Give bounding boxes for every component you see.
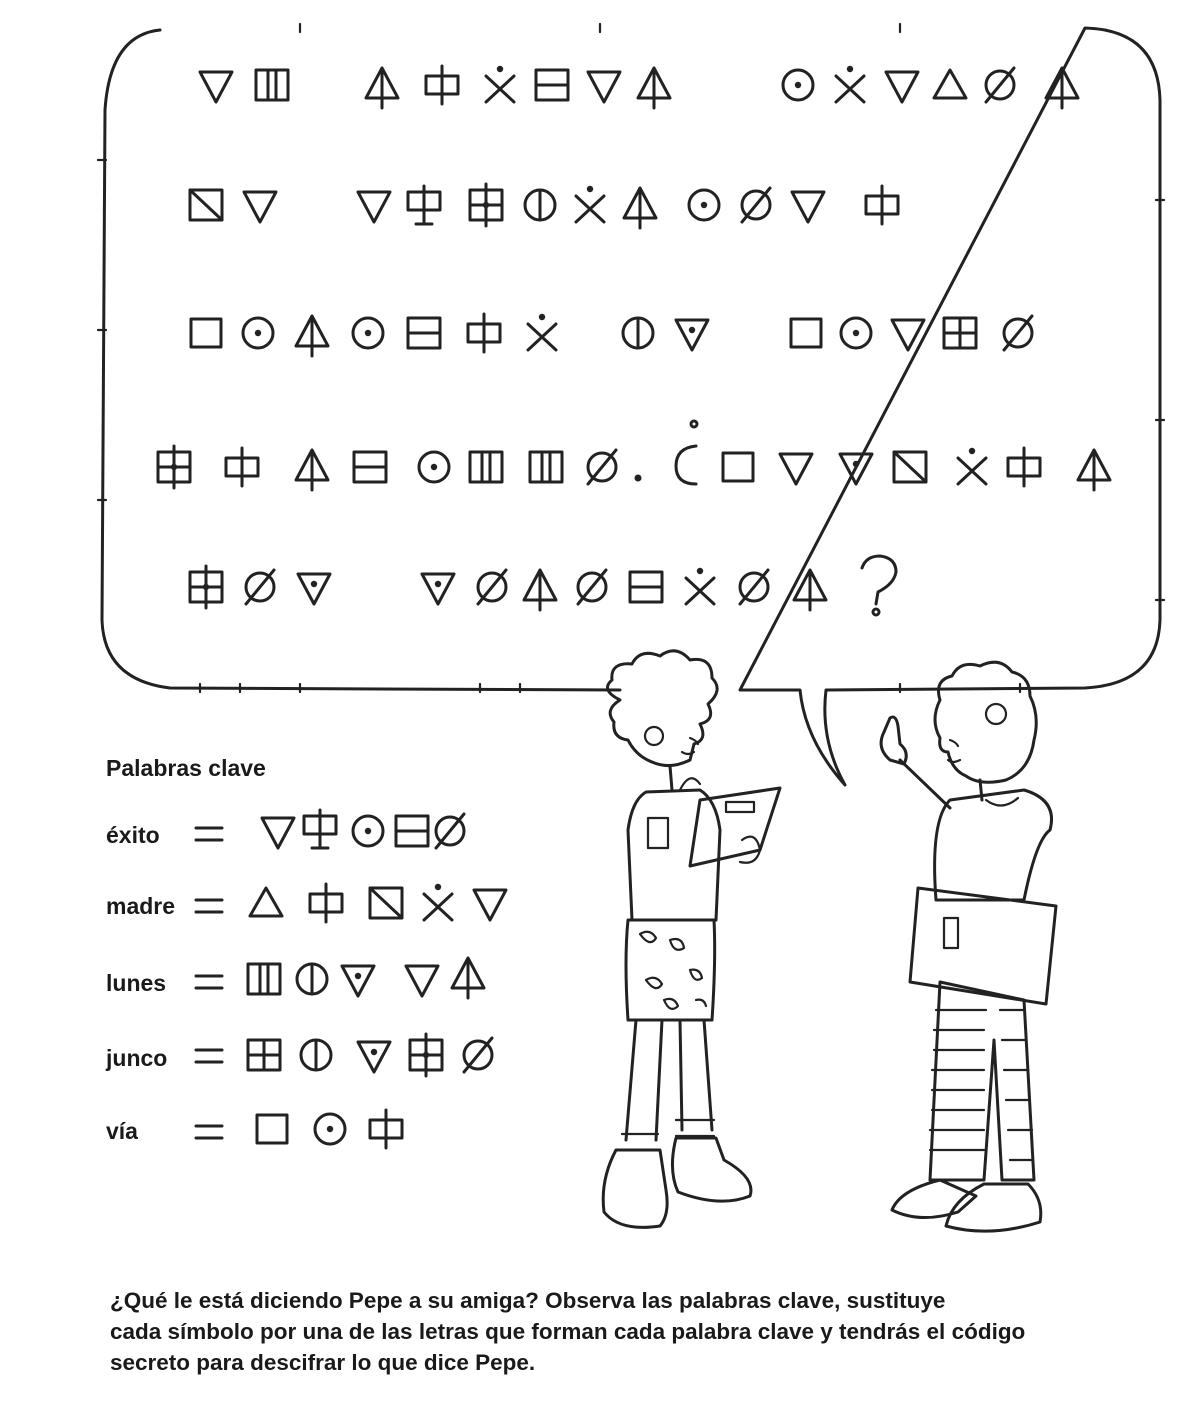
- key-word-exito: éxito: [106, 822, 160, 848]
- instructions-line-2: cada símbolo por una de las letras que forman cada palabra clave y tendrás el código: [110, 1319, 1026, 1344]
- coded-message: [158, 66, 1110, 615]
- message-line-4: [158, 421, 1110, 490]
- speech-bubble: [98, 24, 1164, 785]
- message-line-5: [190, 556, 896, 615]
- key-word-lunes: lunes: [106, 970, 167, 996]
- key-glyphs-via: [257, 1110, 402, 1148]
- key-words-title: Palabras clave: [106, 755, 266, 781]
- key-glyphs-exito: [262, 810, 464, 848]
- key-word-via: vía: [106, 1118, 138, 1144]
- boy-figure: [881, 662, 1056, 1231]
- instructions-line-1: ¿Qué le está diciendo Pepe a su amiga? Observa las palabras clave, sustituye: [110, 1288, 946, 1313]
- message-line-1: [200, 66, 1078, 108]
- key-glyphs-lunes: [248, 958, 484, 998]
- equals-signs: [196, 828, 222, 1138]
- key-word-madre: madre: [106, 893, 176, 919]
- instructions-line-3: secreto para descifrar lo que dice Pepe.: [110, 1350, 536, 1375]
- message-line-3: [191, 314, 1032, 356]
- message-line-2: [190, 184, 898, 228]
- key-glyphs-junco: [248, 1034, 492, 1076]
- girl-figure: [603, 651, 780, 1228]
- key-glyphs-madre: [250, 884, 506, 922]
- instructions: [110, 1285, 1130, 1378]
- key-word-junco: junco: [106, 1045, 168, 1071]
